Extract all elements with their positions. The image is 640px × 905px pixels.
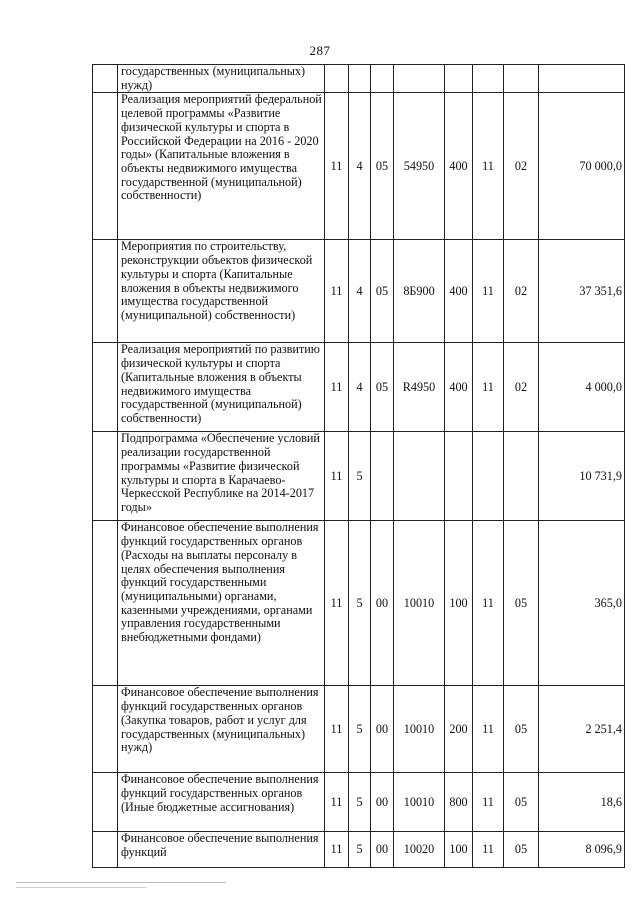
division-cell [473,432,504,521]
expense-name-cell: Финансовое обеспечение выполнения функций государственных органов (Расходы на выплаты персоналу в целях обеспечения выполнения функций государственными (муниципальными) органами, казенными учреждениями, органами управления государственными внебюджетными фондами) [118,521,325,686]
expense-name-cell: Реализация мероприятий по развитию физической культуры и спорта (Капитальные вложения в объекты недвижимого имущества государственной (муниципальной) собственности) [118,343,325,432]
direction-code-cell [394,432,445,521]
amount-cell: 8 096,9 [539,832,625,868]
table-row [93,686,625,773]
amount-cell: 365,0 [539,521,625,686]
division-cell: 11 [473,832,504,868]
subdivision-cell: 05 [504,521,539,686]
budget-table [92,64,625,868]
row-number-cell [93,686,118,773]
section-code-cell: 11 [325,832,349,868]
table-body [93,65,625,868]
subprogram-code-cell: 5 [349,686,371,773]
subprogram-code-cell [349,65,371,93]
subprogram-code-cell: 5 [349,432,371,521]
subdivision-cell: 02 [504,343,539,432]
expense-name-cell: государственных (муниципальных) нужд) [118,65,325,93]
margin-line-short [16,887,146,888]
expense-type-cell: 100 [445,832,473,868]
direction-code-cell: 10010 [394,521,445,686]
expense-name-cell: Финансовое обеспечение выполнения функций государственных органов (Закупка товаров, работ и услуг для государственных (муниципальных) нужд) [118,686,325,773]
amount-cell: 2 251,4 [539,686,625,773]
subdivision-cell: 02 [504,240,539,343]
division-cell: 11 [473,773,504,832]
direction-code-cell: 10010 [394,773,445,832]
section-code-cell [325,65,349,93]
subdivision-cell: 05 [504,773,539,832]
amount-cell: 18,6 [539,773,625,832]
subdivision-cell: 05 [504,832,539,868]
expense-type-cell: 400 [445,93,473,240]
program-code-cell: 00 [371,521,394,686]
row-number-cell [93,832,118,868]
section-code-cell: 11 [325,343,349,432]
subprogram-code-cell: 4 [349,240,371,343]
page-number: 287 [309,43,331,58]
subprogram-code-cell: 4 [349,343,371,432]
subprogram-code-cell: 4 [349,93,371,240]
expense-type-cell: 100 [445,521,473,686]
expense-type-cell [445,432,473,521]
section-code-cell: 11 [325,93,349,240]
subprogram-code-cell: 5 [349,773,371,832]
amount-cell: 37 351,6 [539,240,625,343]
section-code-cell: 11 [325,240,349,343]
table-row [93,773,625,832]
direction-code-cell: 54950 [394,93,445,240]
row-number-cell [93,343,118,432]
table-row [93,343,625,432]
row-number-cell [93,521,118,686]
section-code-cell: 11 [325,773,349,832]
amount-cell: 4 000,0 [539,343,625,432]
division-cell: 11 [473,521,504,686]
program-code-cell: 05 [371,93,394,240]
expense-name-cell: Подпрограмма «Обеспечение условий реализации государственной программы «Развитие физической культуры и спорта в Карачаево-Черкесской Республике на 2014-2017 годы» [118,432,325,521]
table-row [93,432,625,521]
expense-name-cell: Мероприятия по строительству, реконструкции объектов физической культуры и спорта (Капитальные вложения в объекты недвижимого имущества государственной (муниципальной) собственности) [118,240,325,343]
section-code-cell: 11 [325,521,349,686]
division-cell: 11 [473,686,504,773]
subdivision-cell: 05 [504,686,539,773]
table-row [93,240,625,343]
expense-type-cell [445,65,473,93]
subprogram-code-cell: 5 [349,521,371,686]
subdivision-cell: 02 [504,93,539,240]
row-number-cell [93,773,118,832]
direction-code-cell: 10010 [394,686,445,773]
direction-code-cell: 8Б900 [394,240,445,343]
table-row [93,832,625,868]
program-code-cell: 05 [371,343,394,432]
division-cell: 11 [473,343,504,432]
amount-cell: 10 731,9 [539,432,625,521]
program-code-cell: 00 [371,832,394,868]
expense-type-cell: 400 [445,343,473,432]
division-cell [473,65,504,93]
program-code-cell [371,432,394,521]
direction-code-cell: R4950 [394,343,445,432]
amount-cell [539,65,625,93]
row-number-cell [93,240,118,343]
division-cell: 11 [473,240,504,343]
section-code-cell: 11 [325,432,349,521]
amount-cell: 70 000,0 [539,93,625,240]
table-row [93,521,625,686]
program-code-cell: 00 [371,686,394,773]
program-code-cell: 00 [371,773,394,832]
direction-code-cell: 10020 [394,832,445,868]
expense-name-cell: Реализация мероприятий федеральной целевой программы «Развитие физической культуры и спорта в Российской Федерации на 2016 - 2020 годы» (Капитальные вложения в объекты недвижимого имущества государственной (муниципальной) собственности) [118,93,325,240]
subdivision-cell [504,65,539,93]
row-number-cell [93,65,118,93]
table-row [93,93,625,240]
subprogram-code-cell: 5 [349,832,371,868]
subdivision-cell [504,432,539,521]
table-row [93,65,625,93]
expense-type-cell: 200 [445,686,473,773]
expense-name-cell: Финансовое обеспечение выполнения функций [118,832,325,868]
section-code-cell: 11 [325,686,349,773]
program-code-cell [371,65,394,93]
margin-line [16,882,226,883]
division-cell: 11 [473,93,504,240]
expense-type-cell: 400 [445,240,473,343]
row-number-cell [93,432,118,521]
direction-code-cell [394,65,445,93]
expense-type-cell: 800 [445,773,473,832]
row-number-cell [93,93,118,240]
expense-name-cell: Финансовое обеспечение выполнения функций государственных органов (Иные бюджетные ассигнования) [118,773,325,832]
program-code-cell: 05 [371,240,394,343]
